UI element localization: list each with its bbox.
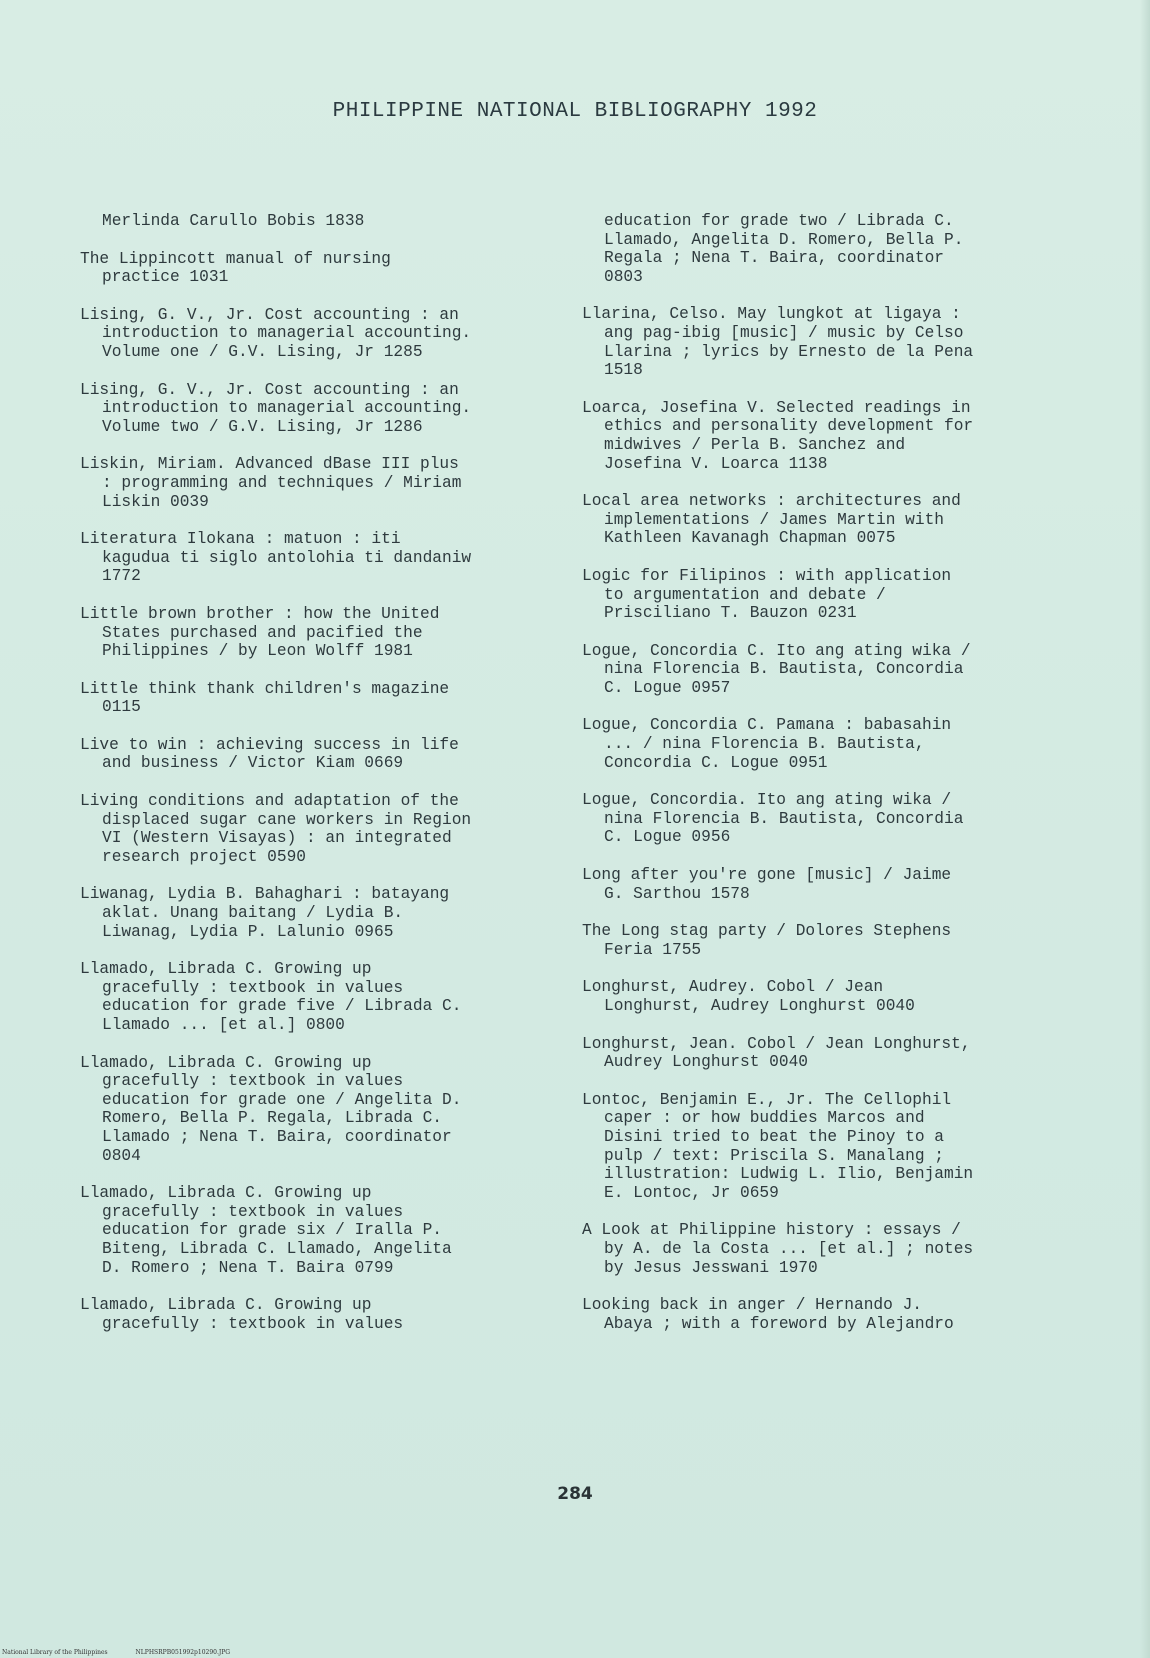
bibliography-entry: A Look at Philippine history : essays / by A. de la Costa ... [et al.] ; notes by Jesus Jesswani 1970: [582, 1221, 974, 1277]
bibliography-entry: Logue, Concordia. Ito ang ating wika / nina Florencia B. Bautista, Concordia C. Logue 0956: [582, 791, 964, 847]
footer-filename: NLPHSRPB051992p10290.JPG: [135, 1649, 231, 1656]
bibliography-entry: Llamado, Librada C. Growing up gracefully : textbook in values: [80, 1296, 404, 1333]
bibliography-entry: Longhurst, Jean. Cobol / Jean Longhurst, Audrey Longhurst 0040: [582, 1034, 971, 1072]
bibliography-entry: Longhurst, Audrey. Cobol / Jean Longhurst, Audrey Longhurst 0040: [582, 978, 915, 1015]
bibliography-entry: Lontoc, Benjamin E., Jr. The Cellophil caper : or how buddies Marcos and Disini tried to beat the Pinoy to a pulp / text: Priscila S. Manalang ; illustration: Ludwig L. Ilio, Benjamin E. Lontoc, Jr 0659: [582, 1090, 974, 1202]
bibliography-entry: Llamado, Librada C. Growing up gracefully : textbook in values education for grade one / Angelita D. Romero, Bella P. Regala, Librada C. Llamado ; Nena T. Baira, coordinator 0804: [80, 1053, 462, 1165]
bibliography-entry: Logic for Filipinos : with application to argumentation and debate / Prisciliano T. Bauzon 0231: [582, 566, 952, 623]
bibliography-entry: Llamado, Librada C. Growing up gracefully : textbook in values education for grade five / Librada C. Llamado ... [et al.] 0800: [80, 960, 462, 1034]
bibliography-entry: Looking back in anger / Hernando J. Abaya ; with a foreword by Alejandro: [582, 1296, 954, 1333]
bibliography-entry: The Lippincott manual of nursing practice 1031: [80, 249, 391, 287]
footer-library: National Library of the Philippines: [2, 1649, 108, 1656]
footer: [2, 1649, 256, 1656]
bibliography-entry: Liskin, Miriam. Advanced dBase III plus : programming and techniques / Miriam Liskin 0039: [80, 455, 462, 511]
bibliography-entry: Merlinda Carullo Bobis 1838: [102, 212, 365, 230]
bibliography-entry: Local area networks : architectures and implementations / James Martin with Kathleen Kavanagh Chapman 0075: [582, 492, 961, 548]
page-number: 284: [557, 1484, 593, 1504]
left-column: [80, 212, 550, 1352]
bibliography-entry: Lising, G. V., Jr. Cost accounting : an introduction to managerial accounting. Volume two / G.V. Lising, Jr 1286: [80, 380, 472, 436]
bibliography-entry: education for grade two / Librada C. Llamado, Angelita D. Romero, Bella P. Regala ; Nena T. Baira, coordinator 0803: [604, 212, 964, 286]
page-edge-shadow: [1140, 0, 1150, 1658]
bibliography-entry: Living conditions and adaptation of the displaced sugar cane workers in Region VI (Western Visayas) : an integrated research project 0590: [80, 792, 472, 866]
bibliography-entry: Llamado, Librada C. Growing up gracefully : textbook in values education for grade six / Iralla P. Biteng, Librada C. Llamado, Angelita D. Romero ; Nena T. Baira 0799: [80, 1184, 452, 1277]
bibliography-entry: Logue, Concordia C. Ito ang ating wika / nina Florencia B. Bautista, Concordia C. Logue 0957: [582, 641, 971, 697]
bibliography-entry: Literatura Ilokana : matuon : iti kagudua ti siglo antolohia ti dandaniw 1772: [80, 530, 472, 586]
right-column: [582, 212, 1052, 1352]
bibliography-entry: Liwanag, Lydia B. Bahaghari : batayang aklat. Unang baitang / Lydia B. Liwanag, Lydia P. Lalunio 0965: [80, 885, 450, 941]
bibliography-entry: Loarca, Josefina V. Selected readings in ethics and personality development for midwives / Perla B. Sanchez and Josefina V. Loarca 1138: [582, 398, 974, 473]
page-title: PHILIPPINE NATIONAL BIBLIOGRAPHY 1992: [332, 100, 818, 123]
bibliography-entry: Llarina, Celso. May lungkot at ligaya : ang pag-ibig [music] / music by Celso Llarina ; lyrics by Ernesto de la Pena 1518: [582, 305, 974, 380]
bibliography-entry: Lising, G. V., Jr. Cost accounting : an introduction to managerial accounting. Volume one / G.V. Lising, Jr 1285: [80, 305, 472, 361]
bibliography-entry: Little brown brother : how the United States purchased and pacified the Philippines / by Leon Wolff 1981: [80, 604, 440, 661]
bibliography-entry: Little think thank children's magazine 0115: [80, 679, 450, 717]
bibliography-entry: The Long stag party / Dolores Stephens Feria 1755: [582, 922, 952, 959]
bibliography-entry: Live to win : achieving success in life and business / Victor Kiam 0669: [80, 735, 459, 773]
bibliography-entry: Long after you're gone [music] / Jaime G. Sarthou 1578: [582, 866, 952, 903]
bibliography-entry: Logue, Concordia C. Pamana : babasahin ... / nina Florencia B. Bautista, Concordia C. Logue 0951: [582, 716, 952, 772]
